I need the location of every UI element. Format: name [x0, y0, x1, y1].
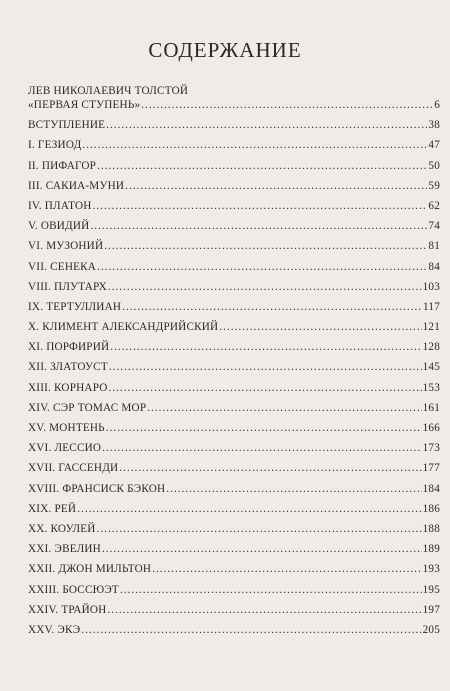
toc-entry-label: V. ОВИДИЙ [28, 220, 90, 233]
dot-leader [97, 260, 427, 274]
toc-entry-label: XXV. ЭКЭ [28, 623, 81, 636]
dot-leader [110, 340, 421, 354]
toc-entry[interactable] [28, 562, 440, 576]
toc-entry-label: XVII. ГАССЕНДИ [28, 462, 119, 475]
toc-entry-label: XIII. КОРНАРО [28, 381, 108, 394]
dot-leader [106, 118, 427, 132]
toc-entry-label: IX. ТЕРТУЛЛИАН [28, 300, 122, 313]
dot-leader [104, 239, 427, 253]
toc-entry-label: XI. ПОРФИРИЙ [28, 341, 110, 354]
toc-entry-page: 186 [422, 502, 440, 515]
dot-leader [106, 421, 422, 435]
dot-leader [82, 138, 427, 152]
toc-entry-page: 197 [422, 603, 440, 616]
toc-entry-page: 188 [422, 522, 440, 535]
toc-entry[interactable] [28, 502, 440, 516]
dot-leader [147, 401, 421, 415]
dot-leader [108, 280, 422, 294]
toc-entry-label: XIX. РЕЙ [28, 502, 77, 515]
toc-entry-page: 74 [428, 220, 440, 233]
toc-entry-page: 184 [422, 482, 440, 495]
dot-leader [102, 441, 421, 455]
toc-entry[interactable] [28, 300, 440, 314]
toc-entry-label: III. САКИА-МУНИ [28, 179, 125, 192]
toc-entry-page: 81 [428, 240, 440, 253]
toc-entry[interactable] [28, 138, 440, 152]
toc-entry[interactable] [28, 583, 440, 597]
toc-entry[interactable] [28, 401, 440, 415]
toc-entry-page: 189 [422, 543, 440, 556]
toc-entry[interactable] [28, 179, 440, 193]
dot-leader [152, 562, 421, 576]
toc-entry-page: 121 [422, 321, 440, 334]
toc-entry-page: 47 [428, 139, 440, 152]
toc-entry-page: 128 [422, 341, 440, 354]
dot-leader [90, 219, 427, 233]
toc-entry-page: 38 [428, 119, 440, 132]
toc-entry-page: 117 [423, 300, 440, 313]
toc-entry-label: XXIII. БОССЮЭТ [28, 583, 119, 596]
toc-entry[interactable] [28, 623, 440, 637]
dot-leader [166, 482, 421, 496]
toc-entry[interactable] [28, 421, 440, 435]
toc-entry-page: 205 [422, 623, 440, 636]
toc-entry-label: ВСТУПЛЕНИЕ [28, 119, 106, 132]
dot-leader [81, 623, 421, 637]
toc-entry[interactable] [28, 522, 440, 536]
toc-entry-label: XXII. ДЖОН МИЛЬТОН [28, 563, 152, 576]
toc-entry[interactable] [28, 482, 440, 496]
toc-entry[interactable] [28, 542, 440, 556]
toc-entry-page: 173 [422, 442, 440, 455]
dot-leader [141, 98, 433, 112]
dot-leader [125, 179, 427, 193]
toc-entry-label: XIV. СЭР ТОМАС МОР [28, 401, 147, 414]
dot-leader [107, 603, 421, 617]
toc-entry[interactable] [28, 199, 440, 213]
toc-entry[interactable] [28, 360, 440, 374]
toc-entry[interactable] [28, 159, 440, 173]
toc-entry-page: 84 [428, 260, 440, 273]
dot-leader [109, 381, 422, 395]
toc-entry[interactable] [28, 603, 440, 617]
toc-entry-label: XXIV. ТРАЙОН [28, 603, 107, 616]
toc-entry-page: 6 [434, 99, 440, 111]
toc-entry[interactable] [28, 340, 440, 354]
toc-entry[interactable] [28, 219, 440, 233]
toc-entry-label: VIII. ПЛУТАРХ [28, 280, 107, 293]
toc-entry-label: VI. МУЗОНИЙ [28, 240, 104, 253]
toc-entry-page: 161 [422, 401, 440, 414]
toc-entry[interactable] [28, 320, 440, 334]
table-of-contents [28, 84, 440, 637]
toc-entry[interactable] [28, 280, 440, 294]
dot-leader [219, 320, 421, 334]
toc-entry-label: VII. СЕНЕКА [28, 260, 97, 273]
toc-entry[interactable] [28, 260, 440, 274]
toc-entry-label: «ПЕРВАЯ СТУПЕНЬ» [28, 99, 141, 111]
toc-entry-page: 145 [422, 361, 440, 374]
toc-entry-label: IV. ПЛАТОН [28, 199, 92, 212]
toc-entry-label: II. ПИФАГОР [28, 159, 97, 172]
toc-entry-page: 59 [428, 179, 440, 192]
toc-entry-label: XXI. ЭВЕЛИН [28, 543, 101, 556]
toc-entry-page: 62 [428, 199, 440, 212]
toc-entry-page: 193 [422, 563, 440, 576]
toc-entry-page: 177 [422, 462, 440, 475]
toc-entry[interactable] [28, 461, 440, 475]
dot-leader [122, 300, 422, 314]
dot-leader [102, 542, 422, 556]
toc-entry-label: XX. КОУЛЕЙ [28, 522, 96, 535]
toc-entry-label: X. КЛИМЕНТ АЛЕКСАНДРИЙСКИЙ [28, 321, 219, 334]
dot-leader [119, 461, 421, 475]
toc-entry-label: XV. МОНТЕНЬ [28, 422, 105, 434]
toc-entry-label: XVIII. ФРАНСИСК БЭКОН [28, 482, 166, 495]
toc-entry-first[interactable] [28, 84, 440, 112]
toc-entry-page: 166 [422, 422, 440, 434]
toc-entry-page: 103 [422, 280, 440, 293]
toc-entry[interactable] [28, 381, 440, 395]
dot-leader [109, 360, 422, 374]
dot-leader [120, 583, 422, 597]
dot-leader [97, 522, 422, 536]
dot-leader [93, 199, 428, 213]
toc-entry-line1: ЛЕВ НИКОЛАЕВИЧ ТОЛСТОЙ [28, 85, 189, 97]
toc-entry-label: XVI. ЛЕССИО [28, 442, 102, 455]
toc-entry-page: 195 [422, 583, 440, 596]
page-title: СОДЕРЖАНИЕ [148, 38, 302, 62]
toc-entry-page: 153 [422, 381, 440, 394]
toc-entry-label: I. ГЕЗИОД [28, 139, 82, 152]
dot-leader [77, 502, 421, 516]
dot-leader [97, 159, 427, 173]
toc-entry[interactable] [28, 441, 440, 455]
toc-entry-label: XII. ЗЛАТОУСТ [28, 361, 108, 374]
toc-entry-page: 50 [428, 159, 440, 172]
toc-entry[interactable] [28, 118, 440, 132]
toc-entry[interactable] [28, 239, 440, 253]
